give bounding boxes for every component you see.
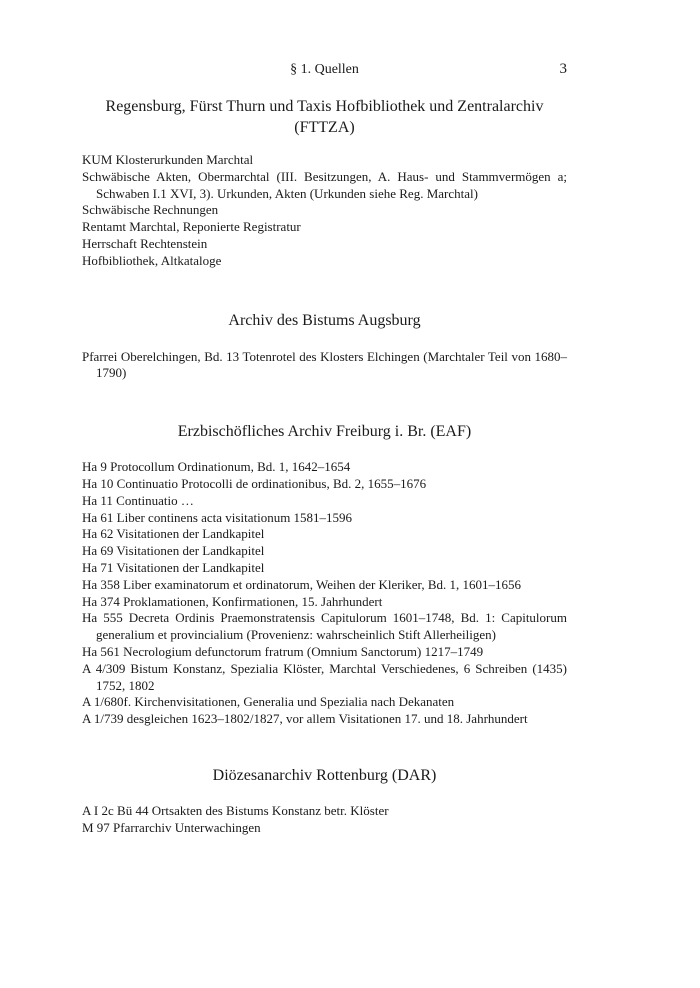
list-item: Ha 69 Visitationen der Landkapitel bbox=[82, 543, 265, 559]
section-heading: Diözesanarchiv Rottenburg (DAR) bbox=[212, 766, 437, 784]
list-item: Hofbibliothek, Altkataloge bbox=[82, 252, 222, 268]
running-head bbox=[82, 62, 567, 82]
list-item: Ha 561 Necrologium defunctorum fratrum (Omnium Sanctorum) 1217–1749 bbox=[82, 643, 484, 659]
section-heading: Archiv des Bistums Augsburg bbox=[228, 311, 421, 329]
entry-list bbox=[82, 349, 567, 383]
entry-list bbox=[82, 152, 567, 270]
entry-list bbox=[82, 459, 567, 728]
list-item: Ha 11 Continuatio … bbox=[82, 492, 194, 508]
list-item: Ha 9 Protocollum Ordinationum, Bd. 1, 1642–1654 bbox=[82, 459, 351, 475]
section-heading: Regensburg, Fürst Thurn und Taxis Hofbibliothek und Zentralarchiv (FTTZA) bbox=[105, 98, 544, 136]
section-freiburg-eaf bbox=[82, 421, 567, 728]
list-item: A 1/680f. Kirchenvisitationen, Generalia und Spezialia nach Dekanaten bbox=[82, 694, 455, 710]
list-item: Schwäbische Rechnungen bbox=[82, 202, 219, 218]
list-item: A 1/739 desgleichen 1623–1802/1827, vor allem Visitationen 17. und 18. Jahrhundert bbox=[82, 711, 528, 727]
running-title: § 1. Quellen bbox=[290, 62, 359, 77]
page-number: 3 bbox=[559, 61, 567, 77]
list-item: Ha 10 Continuatio Protocolli de ordinationibus, Bd. 2, 1655–1676 bbox=[82, 475, 427, 491]
list-item: Pfarrei Oberelchingen, Bd. 13 Totenrotel des Klosters Elchingen (Marchtaler Teil von 1680–1790) bbox=[82, 348, 567, 381]
list-item: Rentamt Marchtal, Reponierte Registratur bbox=[82, 219, 301, 235]
section-rottenburg-dar bbox=[82, 765, 567, 837]
list-item: Ha 358 Liber examinatorum et ordinatorum, Weihen der Kleriker, Bd. 1, 1601–1656 bbox=[82, 576, 521, 592]
list-item: KUM Klosterurkunden Marchtal bbox=[82, 152, 254, 167]
list-item: A I 2c Bü 44 Ortsakten des Bistums Konstanz betr. Klöster bbox=[82, 802, 389, 818]
entry-list bbox=[82, 803, 567, 837]
list-item: M 97 Pfarrarchiv Unterwachingen bbox=[82, 819, 261, 835]
section-augsburg bbox=[82, 310, 567, 383]
section-heading: Erzbischöfliches Archiv Freiburg i. Br. (EAF) bbox=[177, 423, 472, 441]
list-item: Schwäbische Akten, Obermarchtal (III. Besitzungen, A. Haus- und Stammvermögen a; Schwaben I.1 XVI, 3). Urkunden, Akten (Urkunden siehe Reg. Marchtal) bbox=[82, 168, 567, 201]
list-item: Ha 71 Visitationen der Landkapitel bbox=[82, 559, 265, 575]
list-item: A 4/309 Bistum Konstanz, Spezialia Klöster, Marchtal Verschiedenes, 6 Schreiben (1435) 1752, 1802 bbox=[82, 660, 567, 693]
list-item: Ha 555 Decreta Ordinis Praemonstratensis Capitulorum 1601–1748, Bd. 1: Capitulorum generalium et provincialium (Provenienz: wahrscheinlich Stift Allerheiligen) bbox=[82, 610, 567, 643]
list-item: Ha 62 Visitationen der Landkapitel bbox=[82, 526, 265, 542]
list-item: Ha 61 Liber continens acta visitationum 1581–1596 bbox=[82, 509, 353, 525]
list-item: Ha 374 Proklamationen, Konfirmationen, 15. Jahrhundert bbox=[82, 593, 383, 609]
list-item: Herrschaft Rechtenstein bbox=[82, 235, 208, 251]
section-regensburg-fttza bbox=[82, 96, 567, 270]
source-list bbox=[82, 96, 567, 837]
